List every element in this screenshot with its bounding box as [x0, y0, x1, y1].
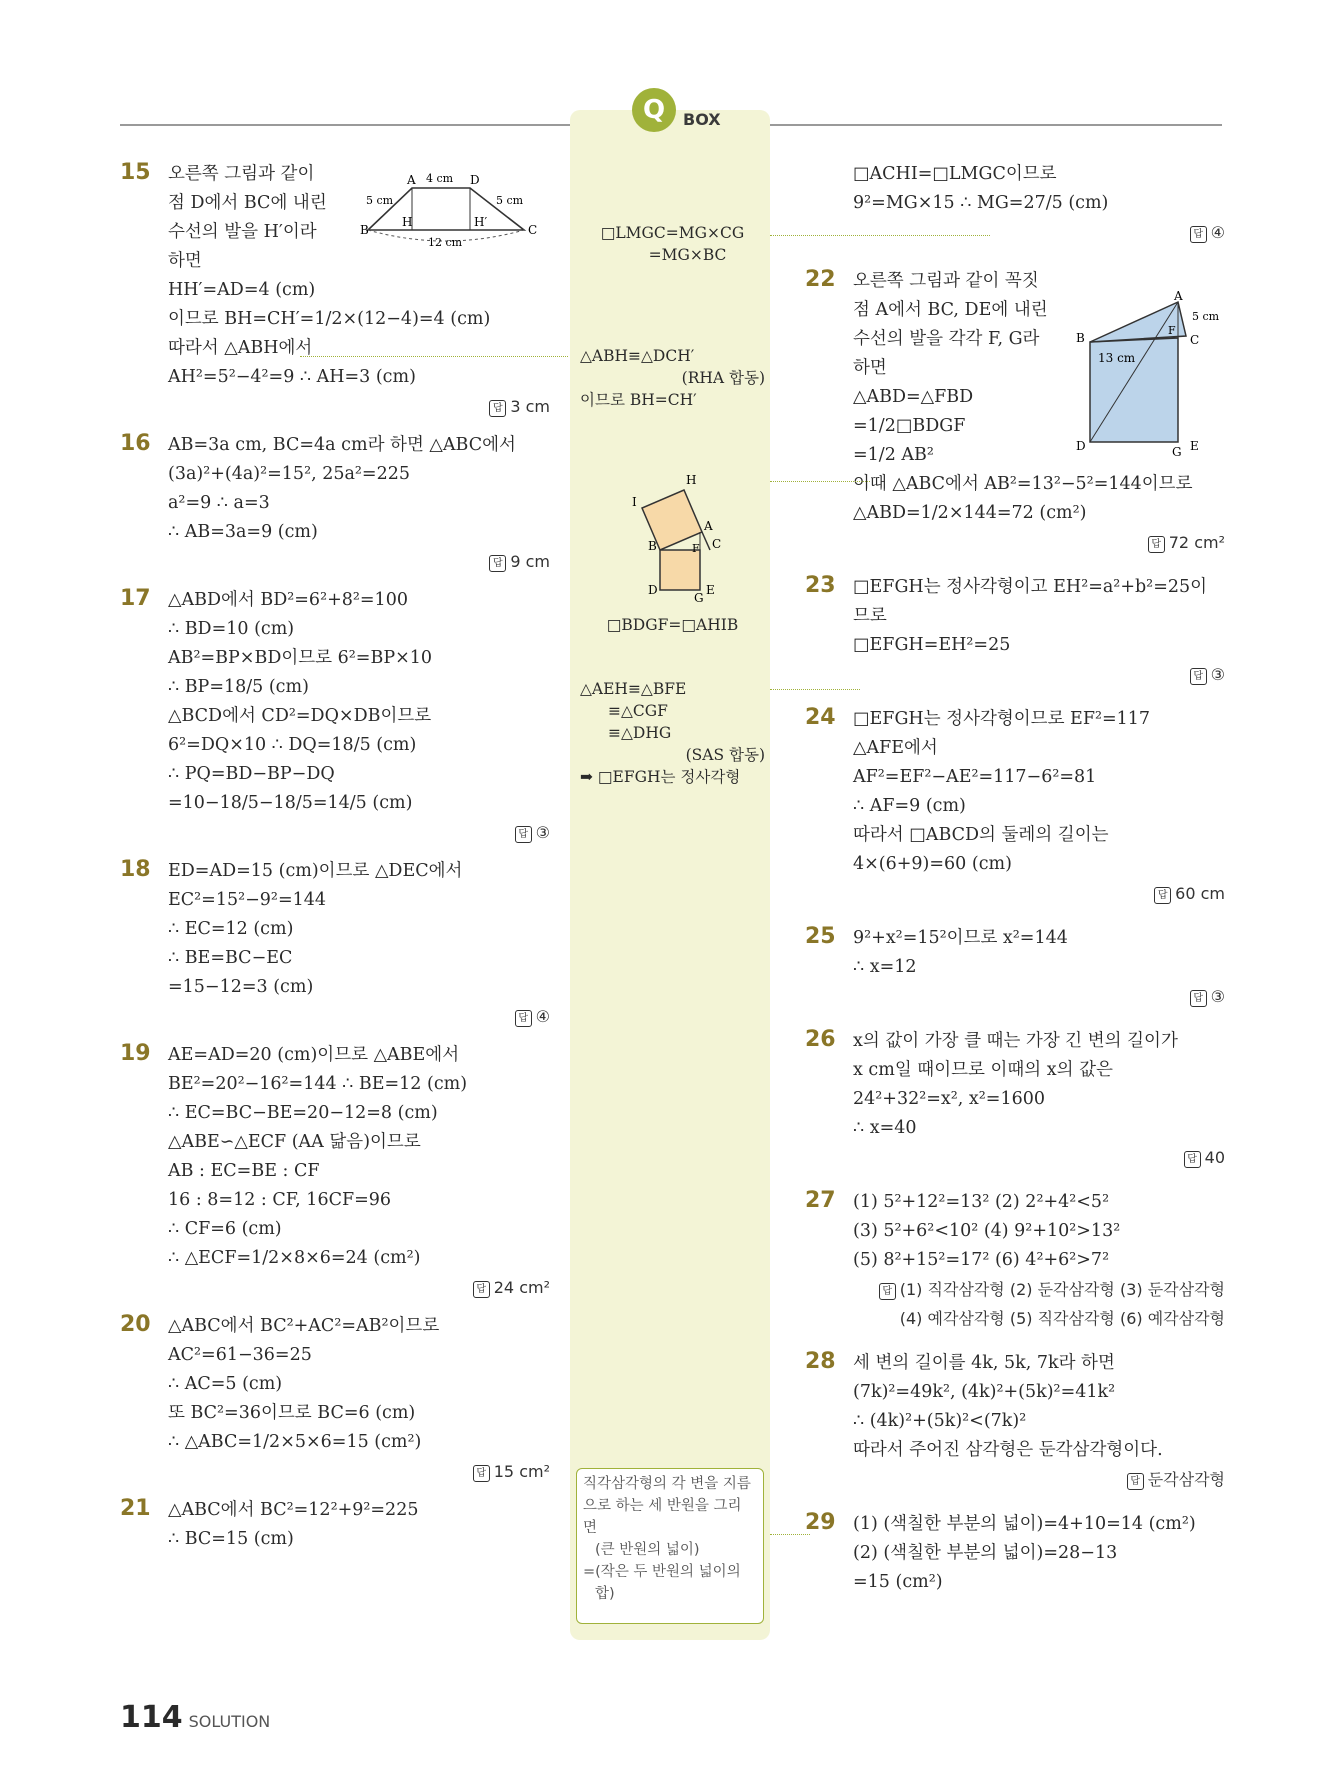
solution-line: ∴ AC=5 (cm): [168, 1374, 283, 1394]
answer-icon: 답: [1127, 1473, 1144, 1490]
solution-line: ∴ CF=6 (cm): [168, 1219, 282, 1239]
qbox-note-3: [580, 614, 765, 636]
qbox-line: (RHA 합동): [681, 369, 765, 387]
solution-line: 이므로 BH=CH′=1/2×(12−4)=4 (cm): [168, 309, 491, 329]
solution-line: AF²=EF²−AE²=117−6²=81: [853, 767, 1097, 787]
fig-label-e: E: [706, 583, 715, 597]
fig15-right: 5 cm: [496, 194, 524, 207]
problem-number: 15: [120, 160, 151, 185]
note-line: (큰 반원의 넓이): [595, 1542, 700, 1558]
qbox-note-4: [580, 678, 765, 788]
problem-17: [120, 586, 550, 847]
answer: [168, 1002, 550, 1031]
solution-line: AB : EC=BE : CF: [168, 1161, 320, 1181]
answer-icon: 답: [515, 826, 532, 843]
answer-text: ④: [1210, 223, 1225, 242]
fig-label-d: D: [648, 583, 658, 597]
answer-text: (1) 직각삼각형 (2) 둔각삼각형 (3) 둔각삼각형 (4) 예각삼각형 (5) 직각삼각형 (6) 예각삼각형: [899, 1280, 1225, 1328]
qbox-line: ≡△DHG: [608, 724, 672, 742]
problem-body: [853, 705, 1225, 908]
fig-label-i: I: [632, 495, 637, 509]
fig-label-h: H: [686, 473, 697, 487]
answer-text: 60 cm: [1175, 884, 1225, 903]
answer: [853, 528, 1225, 557]
problem-21: [120, 1496, 550, 1554]
problem-number: 23: [805, 573, 836, 598]
connector-21: [770, 235, 990, 236]
fig15-top: 4 cm: [426, 172, 454, 185]
answer: [853, 879, 1225, 908]
solution-line: ∴ BC=15 (cm): [168, 1529, 294, 1549]
solution-line: ED=AD=15 (cm)이므로 △DEC에서: [168, 861, 463, 881]
fig22-side: 13 cm: [1098, 351, 1136, 365]
left-column: [120, 160, 550, 1554]
problem-26: [805, 1027, 1225, 1172]
fig-label-f: F: [692, 542, 700, 555]
solution-line: AC²=61−36=25: [168, 1345, 312, 1365]
problem-body: [853, 1188, 1225, 1333]
solution-line: □EFGH는 정사각형이고 EH²=a²+b²=25이: [853, 577, 1208, 597]
answer-text: ③: [1210, 987, 1225, 1006]
problem-number: 19: [120, 1041, 151, 1066]
problem-19: [120, 1041, 550, 1302]
answer-icon: 답: [473, 1281, 490, 1298]
answer-text: 24 cm²: [493, 1278, 550, 1297]
fig15-bottom: 12 cm: [428, 236, 463, 249]
solution-line: ∴ AF=9 (cm): [853, 796, 966, 816]
fig22-a: A: [1174, 290, 1183, 303]
solution-line: AH²=5²−4²=9 ∴ AH=3 (cm): [168, 367, 416, 387]
solution-line: △ABC에서 BC²=12²+9²=225: [168, 1500, 419, 1520]
answer-icon: 답: [1190, 226, 1207, 243]
problem-body: [168, 586, 550, 847]
answer-text: 40: [1204, 1148, 1225, 1167]
answer-icon: 답: [473, 1465, 490, 1482]
problem-body: [853, 1027, 1225, 1172]
solution-line: △ABC에서 BC²+AC²=AB²이므로: [168, 1316, 440, 1336]
problem-body: [853, 924, 1225, 1011]
connector-23: [770, 689, 860, 690]
solution-line: △ABE∽△ECF (AA 닮음)이므로: [168, 1132, 421, 1152]
problem-body: [168, 1496, 550, 1554]
answer: [168, 1457, 550, 1486]
answer: [853, 1143, 1225, 1172]
solution-line: =15 (cm²): [853, 1572, 943, 1592]
answer: [168, 818, 550, 847]
solution-line: △AFE에서: [853, 738, 938, 758]
solution-line: 4×(6+9)=60 (cm): [853, 854, 1012, 874]
answer: [168, 547, 550, 576]
solution-line: =1/2 AB²: [853, 445, 934, 465]
solution-line: □ACHI=□LMGC이므로: [853, 164, 1057, 184]
qbox-line: □BDGF=□AHIB: [606, 616, 739, 634]
note-line: 합): [595, 1586, 615, 1602]
connector-29: [770, 1534, 810, 1535]
solution-line: 수선의 발을 각각 F, G라: [853, 329, 1040, 349]
connector-15: [300, 356, 568, 357]
solution-line: 므로: [853, 606, 887, 626]
solution-line: 세 변의 길이를 4k, 5k, 7k라 하면: [853, 1353, 1115, 1373]
solution-line: 따라서 △ABH에서: [168, 338, 313, 358]
fig22-c: C: [1190, 333, 1200, 347]
solution-line: HH′=AD=4 (cm): [168, 280, 316, 300]
problem-29: [805, 1510, 1225, 1597]
problem-28: [805, 1349, 1225, 1494]
solution-line: AB=3a cm, BC=4a cm라 하면 △ABC에서: [168, 435, 516, 455]
problem-number: 29: [805, 1510, 836, 1535]
solution-line: (7k)²=49k², (4k)²+(5k)²=41k²: [853, 1382, 1116, 1402]
problem-number: 21: [120, 1496, 151, 1521]
problem-number: 22: [805, 267, 836, 292]
problem-number: 25: [805, 924, 836, 949]
solution-line: ∴ BD=10 (cm): [168, 619, 295, 639]
solution-line: =1/2□BDGF: [853, 416, 966, 436]
problem-number: 27: [805, 1188, 836, 1213]
problem-16: [120, 431, 550, 576]
answer-icon: 답: [1190, 668, 1207, 685]
solution-line: 오른쪽 그림과 같이 꼭짓: [853, 271, 1039, 291]
qbox-line: ≡△CGF: [608, 702, 668, 720]
page-footer: [120, 1700, 270, 1735]
pythagoras-squares-figure: [630, 470, 750, 610]
fig22-f: F: [1168, 324, 1176, 337]
solution-line: =15−12=3 (cm): [168, 977, 314, 997]
problem-25: [805, 924, 1225, 1011]
fig15-left: 5 cm: [366, 194, 394, 207]
solution-line: ∴ BP=18/5 (cm): [168, 677, 309, 697]
answer: [168, 392, 550, 421]
solution-line: x cm일 때이므로 이때의 x의 값은: [853, 1060, 1113, 1080]
problem-27: [805, 1188, 1225, 1333]
solution-line: (1) 5²+12²=13² (2) 2²+4²<5²: [853, 1192, 1110, 1212]
solution-line: ∴ EC=12 (cm): [168, 919, 294, 939]
solution-line: 따라서 □ABCD의 둘레의 길이는: [853, 825, 1109, 845]
q-badge: Q: [632, 88, 676, 132]
qbox-line: 이므로 BH=CH′: [580, 391, 697, 409]
fig15-c: C: [528, 223, 538, 237]
answer-text: 72 cm²: [1168, 533, 1225, 552]
solution-line: ∴ EC=BC−BE=20−12=8 (cm): [168, 1103, 438, 1123]
solution-line: 24²+32²=x², x²=1600: [853, 1089, 1045, 1109]
qbox-line: ➡ □EFGH는 정사각형: [580, 768, 741, 786]
fig22-e: E: [1190, 439, 1199, 453]
problem-24: [805, 705, 1225, 908]
problem-body: [853, 1510, 1225, 1597]
problem-body: [168, 1041, 550, 1302]
q-box-column: [570, 110, 770, 1640]
solution-line: △ABD=1/2×144=72 (cm²): [853, 503, 1087, 523]
answer: [853, 1465, 1225, 1494]
qbox-line: (SAS 합동): [685, 746, 765, 764]
answer-icon: 답: [1154, 887, 1171, 904]
problem-body: [168, 431, 550, 576]
note-line: 면: [583, 1520, 598, 1536]
square-on-hypotenuse-figure: [1070, 290, 1230, 460]
semicircle-note: [576, 1468, 764, 1624]
solution-line: (5) 8²+15²=17² (6) 4²+6²>7²: [853, 1250, 1110, 1270]
solution-line: △ABD=△FBD: [853, 387, 974, 407]
answer: [853, 982, 1225, 1011]
solution-line: 하면: [168, 251, 202, 271]
problem-body: [853, 573, 1225, 689]
fig-label-c: C: [712, 537, 722, 551]
answer: [853, 660, 1225, 689]
solution-line: 이때 △ABC에서 AB²=13²−5²=144이므로: [853, 474, 1193, 494]
fig22-g: G: [1172, 445, 1182, 459]
solution-line: 9²=MG×15 ∴ MG=27/5 (cm): [853, 193, 1109, 213]
answer-icon: 답: [489, 555, 506, 572]
solution-line: □EFGH는 정사각형이므로 EF²=117: [853, 709, 1151, 729]
problem-20: [120, 1312, 550, 1486]
solution-line: (1) (색칠한 부분의 넓이)=4+10=14 (cm²): [853, 1514, 1196, 1534]
answer-text: 9 cm: [510, 552, 550, 571]
problem-number: 18: [120, 857, 151, 882]
solution-line: BE²=20²−16²=144 ∴ BE=12 (cm): [168, 1074, 468, 1094]
solution-line: ∴ BE=BC−EC: [168, 948, 293, 968]
solution-line: ∴ PQ=BD−BP−DQ: [168, 764, 335, 784]
solution-line: ∴ AB=3a=9 (cm): [168, 522, 318, 542]
answer-text: 15 cm²: [493, 1462, 550, 1481]
problem-body: [168, 1312, 550, 1486]
solution-line: □EFGH=EH²=25: [853, 635, 1011, 655]
fig15-h: H: [402, 215, 413, 229]
fig22-d: D: [1076, 439, 1086, 453]
answer-text: ④: [535, 1007, 550, 1026]
answer-text: ③: [535, 823, 550, 842]
answer-icon: 답: [879, 1283, 896, 1300]
fig-label-g: G: [694, 591, 704, 605]
answer: [853, 218, 1225, 247]
problem-cont: [805, 160, 1225, 247]
solution-line: (3) 5²+6²<10² (4) 9²+10²>13²: [853, 1221, 1121, 1241]
answer-text: 둔각삼각형: [1147, 1470, 1225, 1489]
problem-number: 16: [120, 431, 151, 456]
solution-line: =10−18/5−18/5=14/5 (cm): [168, 793, 413, 813]
answer-icon: 답: [1184, 1151, 1201, 1168]
connector-22: [770, 481, 870, 482]
note-line: =(작은 두 반원의 넓이의: [583, 1564, 741, 1580]
problem-number: 20: [120, 1312, 151, 1337]
answer: [853, 1275, 1225, 1333]
note-line: 직각삼각형의 각 변을 지름: [583, 1476, 751, 1492]
solution-line: △ABD에서 BD²=6²+8²=100: [168, 590, 408, 610]
solution-line: 수선의 발을 H′이라: [168, 222, 317, 242]
fig22-b: B: [1076, 331, 1085, 345]
problem-body: [168, 857, 550, 1031]
solution-line: 따라서 주어진 삼각형은 둔각삼각형이다.: [853, 1440, 1163, 1460]
solution-line: ∴ △ABC=1/2×5×6=15 (cm²): [168, 1432, 422, 1452]
qbox-line: □LMGC=MG×CG: [600, 224, 745, 242]
problem-number: 28: [805, 1349, 836, 1374]
fig22-small: 5 cm: [1192, 310, 1220, 323]
qbox-note-2: [580, 345, 765, 411]
answer-icon: 답: [489, 400, 506, 417]
fig15-b: B: [360, 223, 369, 237]
problem-body: [853, 160, 1225, 247]
answer-icon: 답: [515, 1010, 532, 1027]
fig15-h2: H′: [474, 215, 488, 229]
problem-body: [853, 1349, 1225, 1494]
qbox-line: =MG×BC: [648, 246, 727, 264]
solution-line: (2) (색칠한 부분의 넓이)=28−13: [853, 1543, 1118, 1563]
problem-23: [805, 573, 1225, 689]
box-label: BOX: [683, 110, 721, 129]
problem-18: [120, 857, 550, 1031]
fig15-a: A: [407, 173, 416, 187]
solution-line: ∴ x=12: [853, 957, 917, 977]
answer-icon: 답: [1148, 536, 1165, 553]
answer: [168, 1273, 550, 1302]
solution-line: x의 값이 가장 클 때는 가장 긴 변의 길이가: [853, 1031, 1178, 1051]
solution-line: AB²=BP×BD이므로 6²=BP×10: [168, 648, 433, 668]
fig-label-b: B: [648, 539, 657, 553]
qbox-note-1: [580, 222, 765, 266]
fig15-d: D: [470, 173, 480, 187]
footer-label: SOLUTION: [188, 1712, 271, 1731]
solution-line: 하면: [853, 358, 887, 378]
page-number: 114: [120, 1700, 183, 1735]
solution-line: 점 D에서 BC에 내린: [168, 193, 327, 213]
solution-line: 오른쪽 그림과 같이: [168, 164, 315, 184]
solution-line: 9²+x²=15²이므로 x²=144: [853, 928, 1068, 948]
answer-icon: 답: [1190, 990, 1207, 1007]
note-line: 으로 하는 세 반원을 그리: [583, 1498, 742, 1514]
solution-line: 16 : 8=12 : CF, 16CF=96: [168, 1190, 392, 1210]
solution-line: 6²=DQ×10 ∴ DQ=18/5 (cm): [168, 735, 417, 755]
solution-line: (3a)²+(4a)²=15², 25a²=225: [168, 464, 410, 484]
solution-line: AE=AD=20 (cm)이므로 △ABE에서: [168, 1045, 460, 1065]
solution-line: EC²=15²−9²=144: [168, 890, 327, 910]
answer-text: ③: [1210, 665, 1225, 684]
solution-line: a²=9 ∴ a=3: [168, 493, 270, 513]
qbox-line: △AEH≡△BFE: [580, 680, 687, 698]
fig-label-a: A: [704, 519, 713, 533]
solution-line: ∴ △ECF=1/2×8×6=24 (cm²): [168, 1248, 421, 1268]
solution-line: ∴ x=40: [853, 1118, 917, 1138]
problem-number: 24: [805, 705, 836, 730]
solution-line: △BCD에서 CD²=DQ×DB이므로: [168, 706, 432, 726]
solution-line: 점 A에서 BC, DE에 내린: [853, 300, 1048, 320]
trapezoid-figure: [360, 170, 545, 250]
solution-line: ∴ (4k)²+(5k)²<(7k)²: [853, 1411, 1027, 1431]
qbox-line: △ABH≡△DCH′: [580, 347, 695, 365]
solution-line: 또 BC²=36이므로 BC=6 (cm): [168, 1403, 416, 1423]
answer-text: 3 cm: [510, 397, 550, 416]
problem-number: 17: [120, 586, 151, 611]
problem-number: 26: [805, 1027, 836, 1052]
